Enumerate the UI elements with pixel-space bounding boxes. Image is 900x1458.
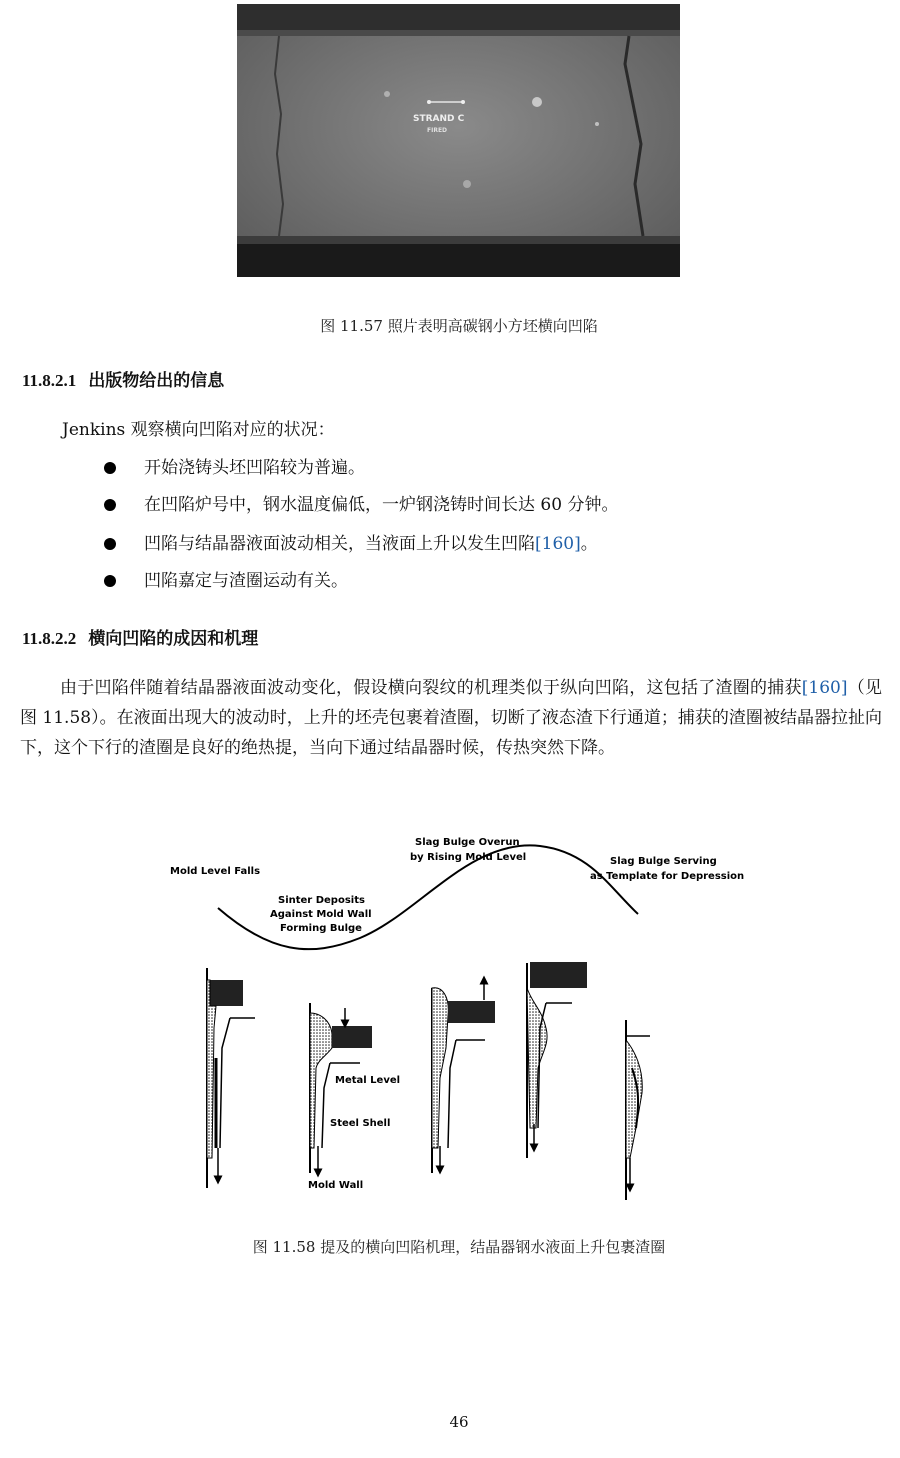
mechanism-diagram [160,828,760,1200]
section-number-2: 11.8.2.2 [22,629,77,648]
label-mold-level-falls: Mold Level Falls [170,866,261,877]
section-heading-1 [22,366,224,391]
bullet-suffix: 。 [580,534,598,554]
label-serving-2: as Template for Depression [590,871,745,882]
citation-link[interactable]: [160] [801,678,848,698]
panel-2 [308,1003,400,1191]
paragraph-part-2: （见图 11.58）。在液面出现大的波动时，上升的坯壳包裹着渣圈，切断了液态渣下行通道；捕获的渣圈被结晶器拉扯向下，这个下行的渣圈是良好的绝热提，当向下通过结晶器时候，传热突然下降。 [20,678,883,758]
label-steel-shell: Steel Shell [330,1118,391,1129]
label-sinter-3: Forming Bulge [280,923,362,934]
section-title-2: 横向凹陷的成因和机理 [88,629,259,649]
label-overrun-2: by Rising Mold Level [410,852,527,863]
section-heading-2 [22,624,258,649]
bullet-text: 凹陷与结晶器液面波动相关，当液面上升以发生凹陷 [144,534,535,554]
panel-1 [207,968,255,1188]
section-title-1: 出版物给出的信息 [88,371,225,391]
label-sinter-1: Sinter Deposits [278,895,365,906]
label-overrun-1: Slag Bulge Overun [415,837,520,848]
label-sinter-2: Against Mold Wall [270,909,372,920]
photo-text-strand: STRAND C [413,114,465,124]
panel-3 [432,980,495,1173]
bullet-text: 在凹陷炉号中，钢水温度偏低，一炉钢浇铸时间长达 60 分钟。 [144,495,619,515]
bullet-dot [104,499,116,511]
bullet-dot [104,462,116,474]
label-mold-wall: Mold Wall [308,1180,364,1191]
billet-photo-svg [237,4,680,277]
bullet-text: 开始浇铸头坯凹陷较为普遍。 [144,458,365,478]
page-number: 46 [449,1413,469,1431]
bullet-text-with-ref [144,530,598,558]
label-serving-1: Slag Bulge Serving [610,856,717,867]
citation-link[interactable]: [160] [535,534,581,554]
mechanism-diagram-svg [160,828,760,1200]
label-metal-level: Metal Level [335,1075,401,1086]
paragraph-part-1: 由于凹陷伴随着结晶器液面波动变化，假设横向裂纹的机理类似于纵向凹陷，这包括了渣圈的捕获 [60,678,802,698]
body-paragraph [20,673,882,763]
bullet-dot [104,538,116,550]
section-number-1: 11.8.2.1 [22,371,77,390]
bullet-text: 凹陷嘉定与渣圈运动有关。 [144,571,348,591]
panel-4 [527,962,587,1158]
figure-1158-caption: 图 11.58 提及的横向凹陷机理，结晶器钢水液面上升包裹渣圈 [252,1238,666,1256]
figure-1157-caption: 图 11.57 照片表明高碳钢小方坯横向凹陷 [320,317,598,335]
intro-text: Jenkins 观察横向凹陷对应的状况： [62,420,335,440]
panel-5 [626,1020,650,1200]
photo-text-fired: FIRED [427,127,448,134]
billet-photo [237,4,680,277]
bullet-dot [104,575,116,587]
